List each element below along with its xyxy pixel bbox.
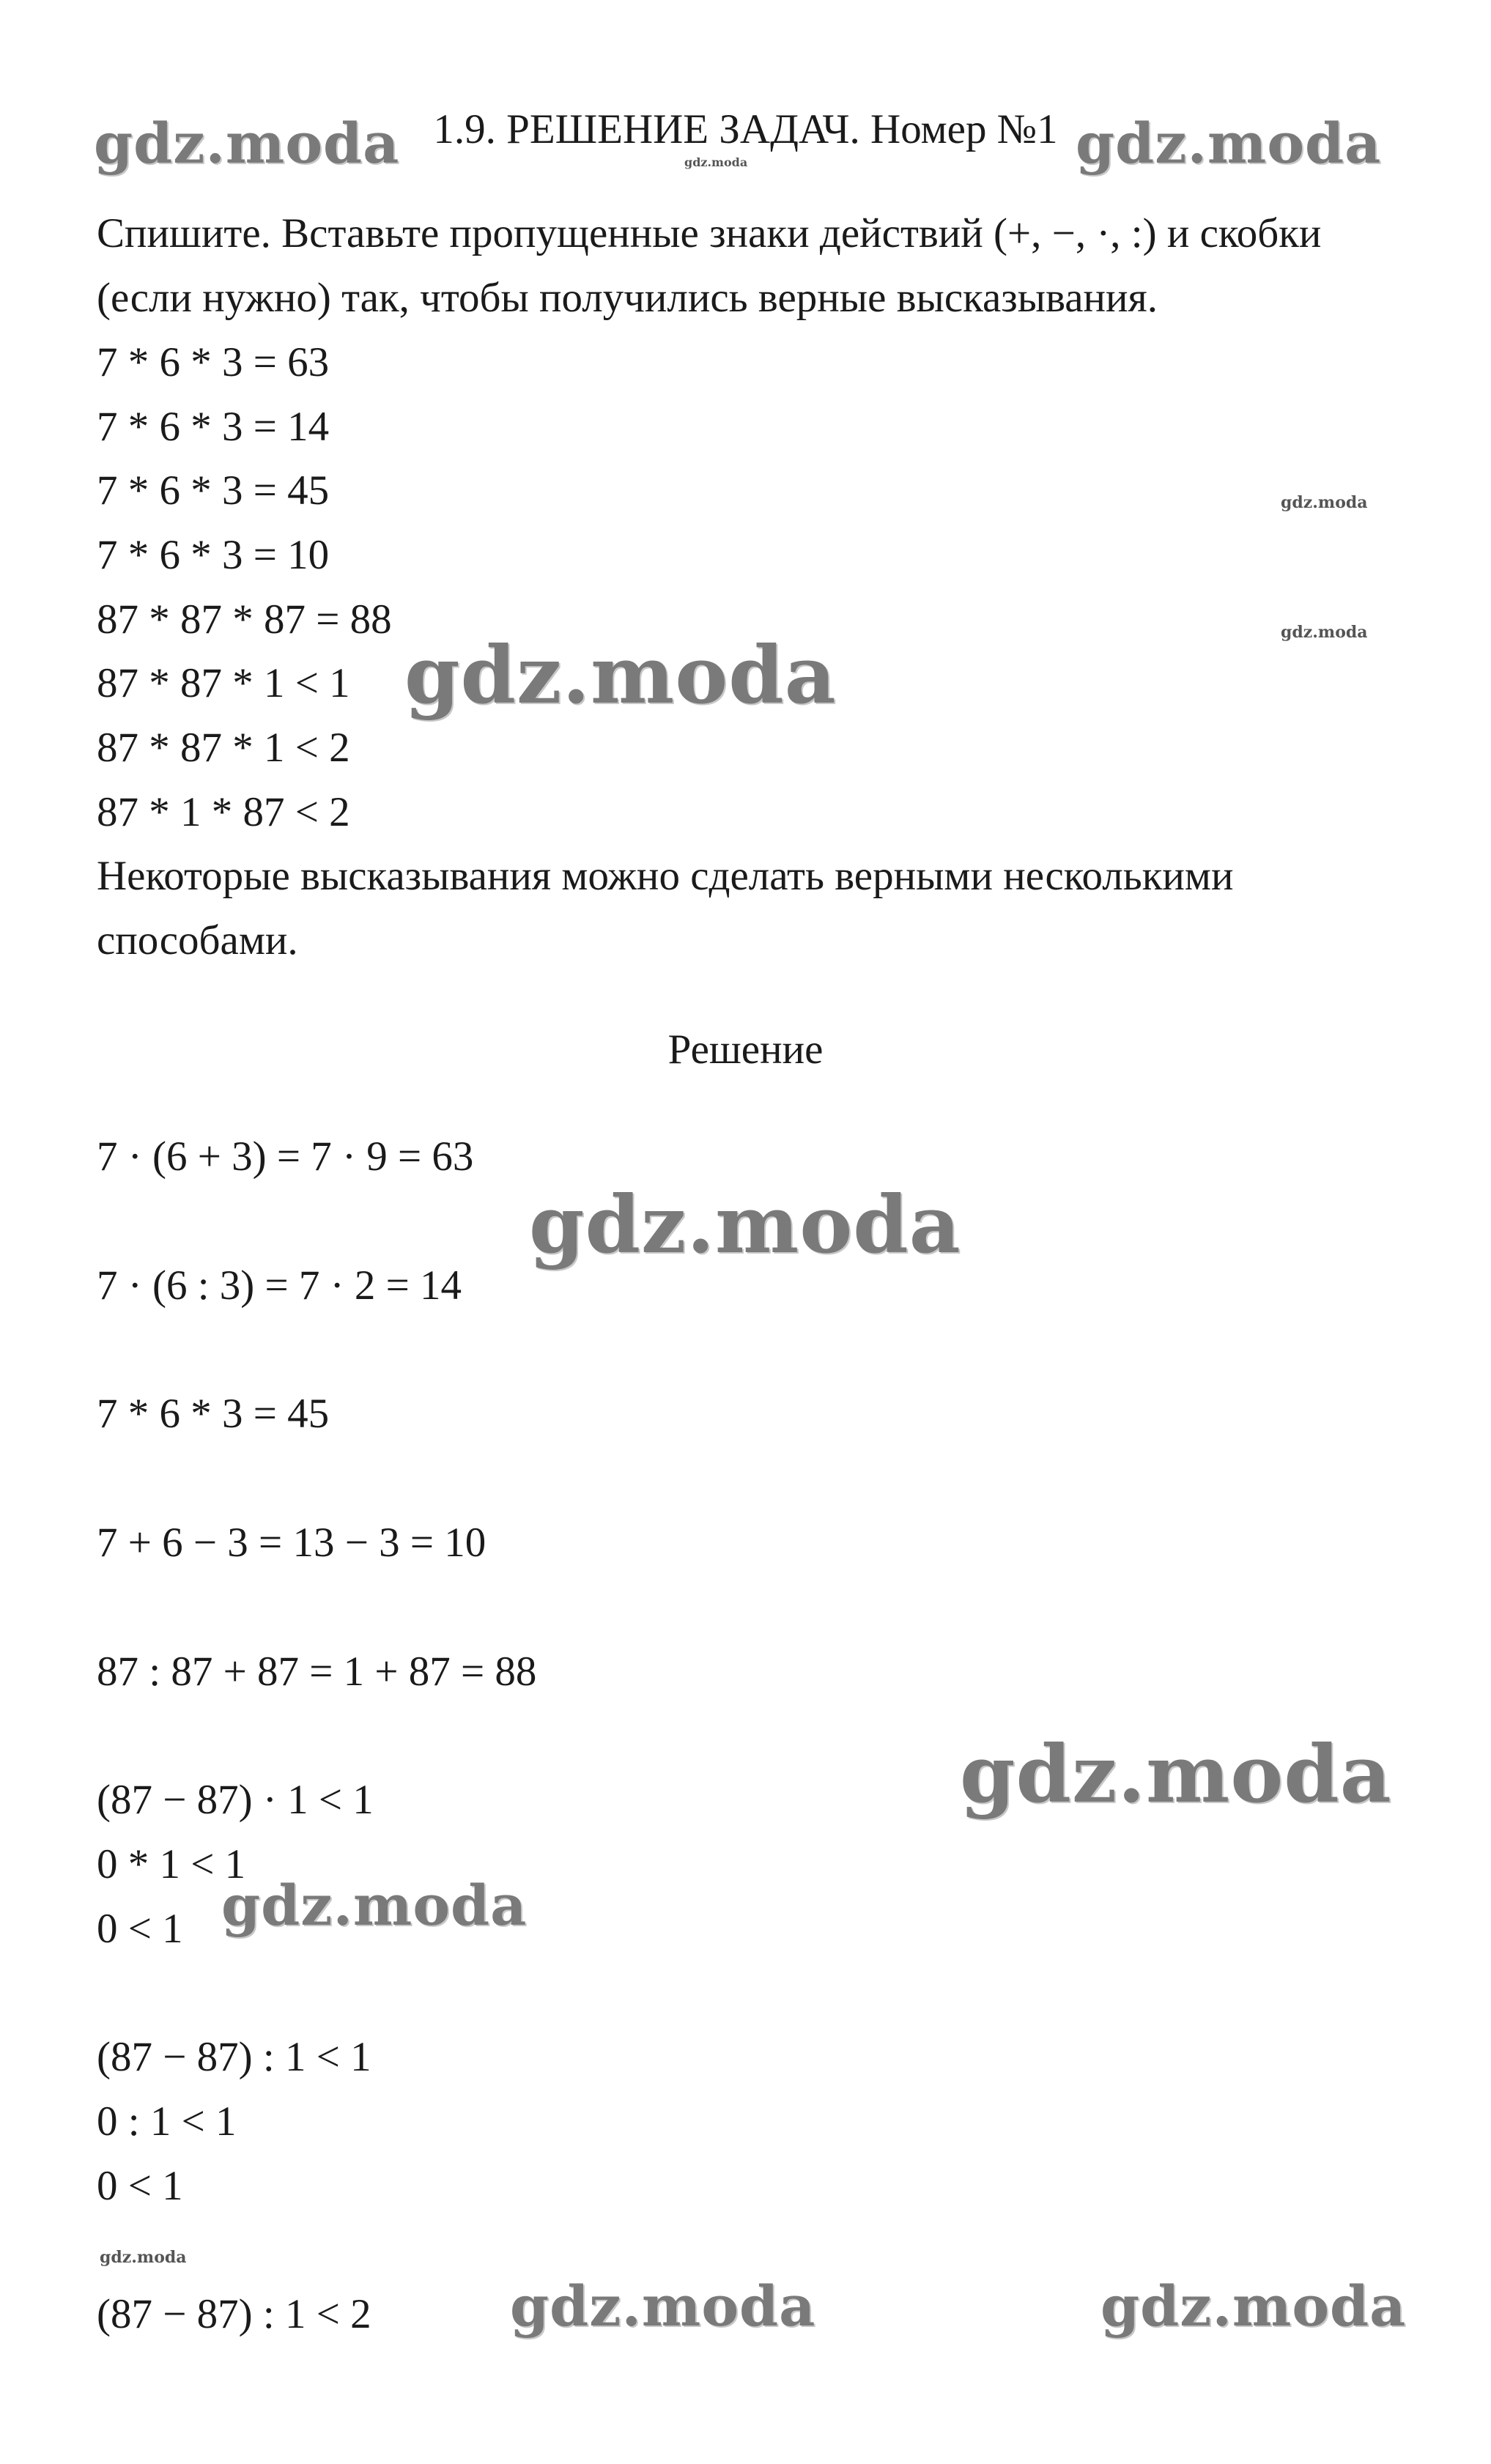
solution-line: 0 < 1 [97, 2163, 183, 2209]
task-note-line-1: Некоторые высказывания можно сделать верными несколькими [97, 853, 1234, 899]
task-expression: 7 * 6 * 3 = 10 [97, 532, 330, 578]
watermark: gdz.moda [510, 2274, 816, 2339]
solution-line: 7 + 6 − 3 = 13 − 3 = 10 [97, 1520, 486, 1566]
watermark: gdz.moda [221, 1873, 528, 1938]
solution-line: 7 · (6 + 3) = 7 · 9 = 63 [97, 1133, 474, 1180]
task-expression: 7 * 6 * 3 = 45 [97, 467, 330, 514]
task-expression: 87 * 87 * 1 < 1 [97, 660, 350, 706]
task-note-line-2: способами. [97, 917, 298, 963]
watermark: gdz.moda [404, 629, 837, 722]
solution-line: (87 − 87) · 1 < 1 [97, 1777, 374, 1823]
watermark: gdz.moda [684, 155, 748, 169]
task-expression: 87 * 87 * 1 < 2 [97, 725, 350, 771]
solution-line: 87 : 87 + 87 = 1 + 87 = 88 [97, 1649, 537, 1695]
task-expression: 7 * 6 * 3 = 14 [97, 404, 330, 450]
watermark: gdz.moda [1100, 2274, 1407, 2339]
solution-line: 7 * 6 * 3 = 45 [97, 1391, 330, 1437]
solution-line: 0 < 1 [97, 1906, 183, 1952]
solution-line: 0 : 1 < 1 [97, 2098, 237, 2145]
solution-heading: Решение [667, 1026, 824, 1073]
task-expression: 87 * 1 * 87 < 2 [97, 789, 350, 835]
watermark: gdz.moda [1281, 623, 1368, 642]
watermark: gdz.moda [94, 111, 400, 176]
solution-line: 7 · (6 : 3) = 7 · 2 = 14 [97, 1262, 462, 1309]
solution-line: 0 * 1 < 1 [97, 1841, 246, 1887]
task-intro-line-1: Спишите. Вставьте пропущенные знаки действий (+, −, ·, :) и скобки [97, 210, 1322, 256]
solution-line: (87 − 87) : 1 < 1 [97, 2034, 371, 2080]
task-expression: 7 * 6 * 3 = 63 [97, 339, 330, 385]
watermark: gdz.moda [1076, 111, 1382, 176]
watermark: gdz.moda [1281, 493, 1368, 512]
watermark: gdz.moda [960, 1728, 1392, 1821]
watermark: gdz.moda [100, 2248, 187, 2267]
watermark: gdz.moda [529, 1179, 961, 1271]
task-intro-line-2: (если нужно) так, чтобы получились верные высказывания. [97, 275, 1158, 321]
task-expression: 87 * 87 * 87 = 88 [97, 596, 392, 643]
page-title: 1.9. РЕШЕНИЕ ЗАДАЧ. Номер №1 [433, 106, 1058, 152]
solution-line: (87 − 87) : 1 < 2 [97, 2291, 371, 2337]
